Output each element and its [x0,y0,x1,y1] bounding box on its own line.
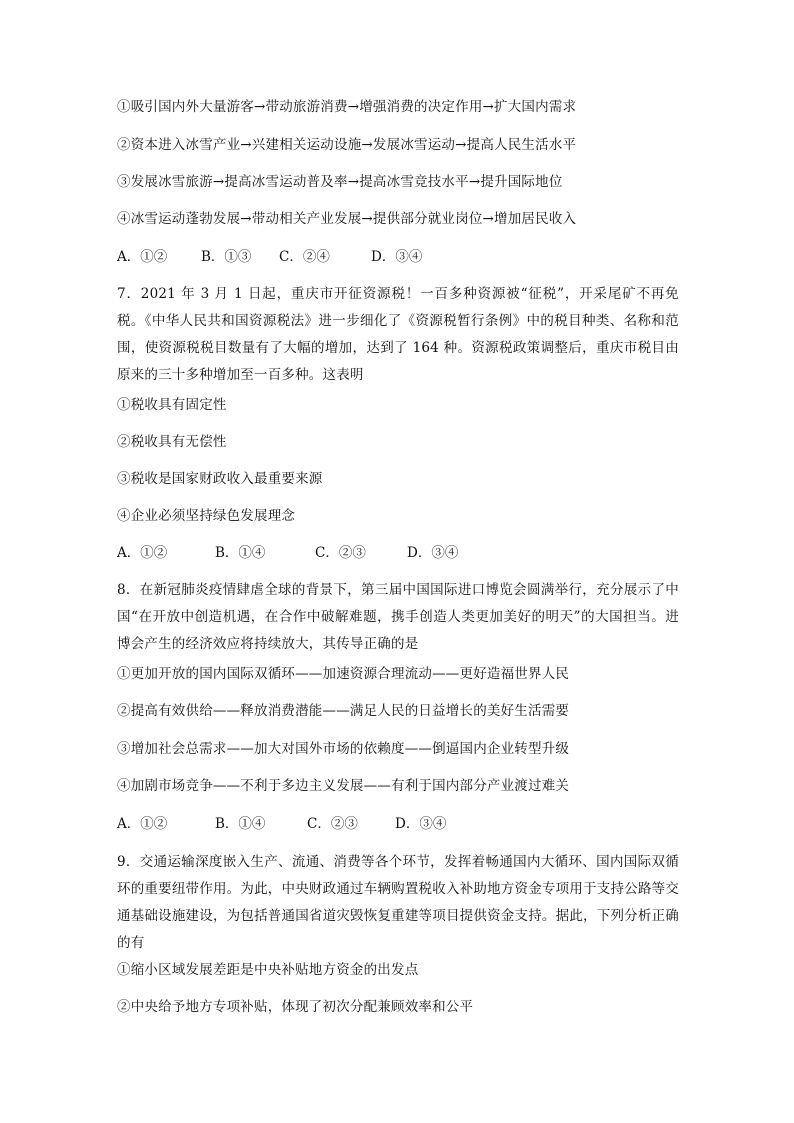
q7-stem: 7．2021 年 3 月 1 日起，重庆市开征资源税！一百多种资源被“征税”，开采尾矿不再免税。《中华人民共和国资源税法》进一步细化了《资源税暂行条例》中的税目种类、名称和范围，使资源税税目数量有了大幅的增加，达到了 164 种。资源税政策调整后，重庆市税目由原来的三十多种增加至一百多种。这表明 [117,286,679,383]
q9-option-2: ②中央给予地方专项补贴，体现了初次分配兼顾效率和公平 [117,999,474,1015]
q6-option-3: ③发展冰雪旅游→提高冰雪运动普及率→提高冰雪竞技水平→提升国际地位 [117,174,563,190]
q8-choice-c: C．②③ [307,816,358,832]
q7-choice-a: A．①② [117,545,168,561]
q8-stem: 8．在新冠肺炎疫情肆虐全球的背景下，第三届中国国际进口博览会圆满举行，充分展示了中国“在开放中创造机遇，在合作中破解难题，携手创造人类更加美好的明天”的大国担当。进博会产生的经济效应将持续放大，其传导正确的是 [117,582,679,652]
q8-choice-d: D．③④ [395,816,447,832]
q8-choices [117,815,446,833]
q8-option-1: ①更加开放的国内国际双循环——加速资源合理流动——更好造福世界人民 [117,666,570,682]
q6-choice-d: D．③④ [371,249,423,265]
q6-option-1: ①吸引国内外大量游客→带动旅游消费→增强消费的决定作用→扩大国内需求 [117,99,577,115]
q7-option-3: ③税收是国家财政收入最重要来源 [117,471,323,487]
q8-choice-b: B．①④ [215,816,266,832]
q7-choice-d: D．③④ [407,545,459,561]
q8-option-3: ③增加社会总需求——加大对国外市场的依赖度——倒逼国内企业转型升级 [117,741,570,757]
q7-option-1: ①税收具有固定性 [117,397,227,413]
q9-option-1: ①缩小区域发展差距是中央补贴地方资金的出发点 [117,962,419,978]
q9-stem: 9．交通运输深度嵌入生产、流通、消费等各个环节，发挥着畅通国内大循环、国内国际双循环的重要纽带作用。为此，中央财政通过车辆购置税收入补助地方资金专项用于支持公路等交通基础设施建设，为包括普通国省道灾毁恢复重建等项目提供资金支持。据此，下列分析正确的有 [117,854,679,951]
q7-option-4: ④企业必须坚持绿色发展理念 [117,508,296,524]
q6-option-2: ②资本进入冰雪产业→兴建相关运动设施→发展冰雪运动→提高人民生活水平 [117,137,577,153]
q8-option-2: ②提高有效供给——释放消费潜能——满足人民的日益增长的美好生活需要 [117,703,570,719]
q6-choice-a: A．①② [117,249,168,265]
q7-option-2: ②税收具有无偿性 [117,434,227,450]
q6-choices [117,248,422,266]
q7-choices [117,544,458,562]
q8-option-4: ④加剧市场竞争——不利于多边主义发展——有利于国内部分产业渡过难关 [117,778,570,794]
q6-option-4: ④冰雪运动蓬勃发展→带动相关产业发展→提供部分就业岗位→增加居民收入 [117,211,577,227]
q6-choice-c: C．②④ [279,249,330,265]
q7-choice-b: B．①④ [215,545,266,561]
q6-choice-b: B．①③ [201,249,252,265]
q8-choice-a: A．①② [117,816,168,832]
q7-choice-c: C．②③ [315,545,366,561]
